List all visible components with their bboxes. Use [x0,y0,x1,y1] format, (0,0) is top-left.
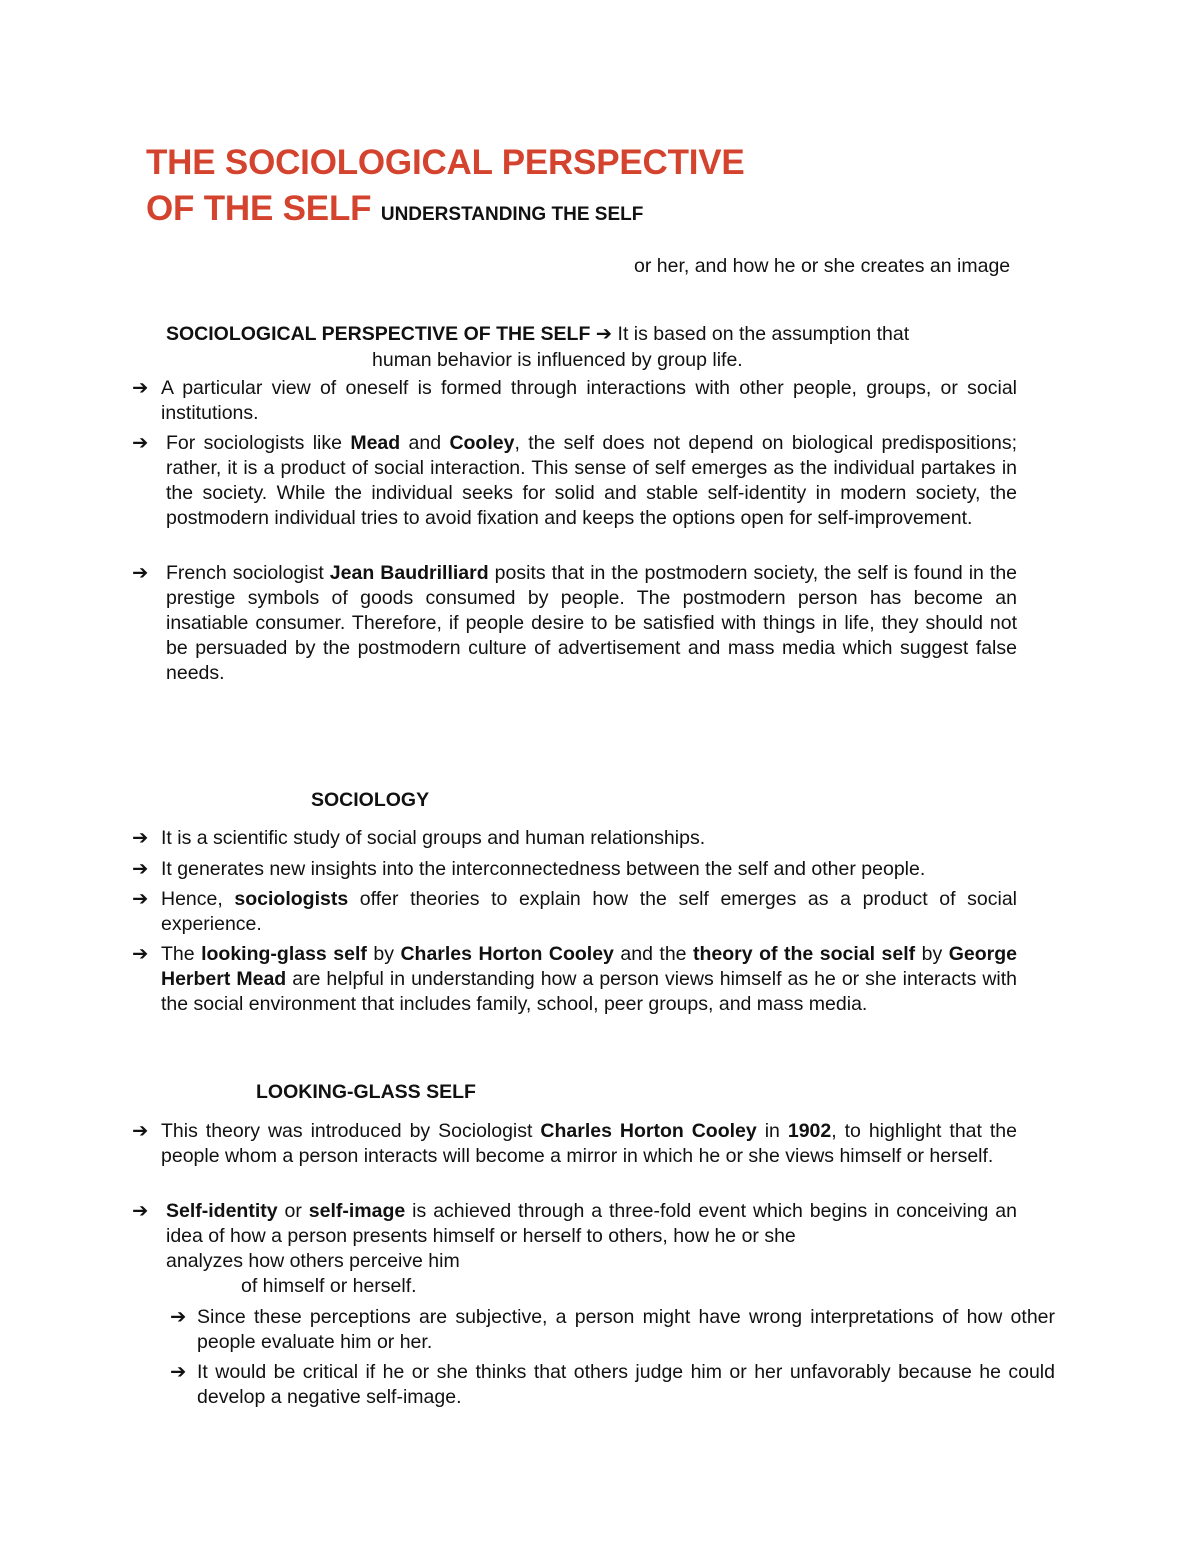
arrow-icon: ➔ [132,858,149,880]
arrow-icon: ➔ [595,323,613,345]
year-1902-bold: 1902 [787,1120,832,1142]
section1-bullet-1 [132,376,1017,426]
section3-bullet-2 [132,1199,1017,1249]
section3-bullet-2-post: is achieved through a three-fold event which begins in conceiving an idea of how a person presents himself or herself to others, how he or she [166,1200,1017,1247]
arrow-icon: ➔ [132,432,149,454]
section2-bullet-3-pre: Hence, [161,888,235,910]
section3-bullet-2-line4: of himself or herself. [241,1275,417,1297]
section3-sub-bullet-2 [170,1360,1055,1410]
arrow-icon: ➔ [170,1306,187,1328]
section1-heading-line2: human behavior is influenced by group life. [372,349,743,371]
document-title-line2 [146,189,643,235]
arrow-icon: ➔ [132,827,149,849]
looking-glass-self-bold: looking-glass self [201,943,367,965]
section2-heading: SOCIOLOGY [311,789,430,811]
name-mead: Mead [350,432,401,454]
section3-bullet-1-pre: This theory was introduced by Sociologist [161,1120,541,1142]
name-cooley: Cooley [449,432,515,454]
section1-bullet-1-text: A particular view of oneself is formed through interactions with other people, groups, or social institutions. [161,377,1017,424]
section3-bullet-2-mid: or [277,1200,309,1222]
section2-bullet-4-mid1: by [366,943,401,965]
arrow-icon: ➔ [132,562,149,584]
section3-sub-bullet-2-text: It would be critical if he or she thinks that others judge him or her unfavorably because he could develop a negative self-image. [197,1361,1055,1408]
section3-bullet-1-post: , to highlight that the people whom a person interacts will become a mirror in which he or she views himself or herself. [161,1120,1017,1167]
document-title-line2-text: OF THE SELF [146,189,372,228]
arrow-icon: ➔ [132,377,149,399]
fragment-text: or her, and how he or she creates an image [634,255,1011,277]
section3-bullet-2-line3: analyzes how others perceive him [166,1250,460,1272]
section2-bullet-4 [132,942,1018,1017]
section1-bullet-2 [132,431,1018,531]
section1-bullet-2-mid: and [400,432,450,454]
section2-bullet-3-post: offer theories to explain how the self emerges as a product of social experience. [161,888,1018,935]
section1-bullet-3-pre: French sociologist [166,562,330,584]
sociologists-bold: sociologists [234,888,349,910]
theory-social-self-bold: theory of the social self [693,943,916,965]
section2-bullet-1-text: It is a scientific study of social groups and human relationships. [161,827,706,849]
section3-sub-bullet-1-text: Since these perceptions are subjective, a person might have wrong interpretations of how other people evaluate him or her. [197,1306,1055,1353]
arrow-icon: ➔ [132,888,149,910]
section2-bullet-4-mid2: and the [613,943,694,965]
document-subtitle: UNDERSTANDING THE SELF [380,204,644,225]
section2-bullet-4-post: are helpful in understanding how a person views himself as he or she interacts with the social environment that includes family, school, peer groups, and mass media. [161,968,1018,1015]
section1-bullet-2-pre: For sociologists like [166,432,351,454]
section1-heading: SOCIOLOGICAL PERSPECTIVE OF THE SELF [166,323,591,345]
charles-horton-cooley-bold: Charles Horton Cooley [400,943,614,965]
name-baudrilliard: Jean Baudrilliard [329,562,489,584]
section1-bullet-3-post: posits that in the postmodern society, the self is found in the prestige symbols of goods consumed by people. The postmodern person has become an insatiable consumer. Therefore, if people desire to be satisfied with things in life, they should not be persuaded by the postmodern culture of advertisement and mass media which suggest false needs. [166,562,1018,684]
section1-heading-line [166,322,909,347]
section3-sub-bullet-1 [170,1305,1055,1355]
document-title-line1: THE SOCIOLOGICAL PERSPECTIVE [146,143,745,182]
section1-heading-rest: It is based on the assumption that [617,323,910,345]
section3-heading: LOOKING-GLASS SELF [256,1081,476,1103]
section2-bullet-4-pre: The [161,943,202,965]
section2-bullet-2 [132,857,1017,882]
arrow-icon: ➔ [132,1120,149,1142]
section2-bullet-2-text: It generates new insights into the interconnectedness between the self and other people. [161,858,926,880]
arrow-icon: ➔ [132,1200,149,1222]
arrow-icon: ➔ [170,1361,187,1383]
section2-bullet-3 [132,887,1018,937]
section1-bullet-3 [132,561,1018,686]
self-image-bold: self-image [308,1200,406,1222]
section3-bullet-1 [132,1119,1017,1169]
section2-bullet-4-mid3: by [915,943,949,965]
section3-bullet-1-mid: in [756,1120,788,1142]
george-herbert-mead-bold: George Herbert Mead [161,943,1017,990]
section1-bullet-2-post: , the self does not depend on biological predispositions; rather, it is a product of social interaction. This sense of self emerges as the individual partakes in the society. While the individual seeks for solid and stable self-identity in modern society, the postmodern individual tries to avoid fixation and keeps the options open for self-improvement. [166,432,1018,529]
charles-horton-cooley-bold: Charles Horton Cooley [540,1120,757,1142]
arrow-icon: ➔ [132,943,149,965]
section2-bullet-1 [132,826,1017,851]
self-identity-bold: Self-identity [166,1200,278,1222]
